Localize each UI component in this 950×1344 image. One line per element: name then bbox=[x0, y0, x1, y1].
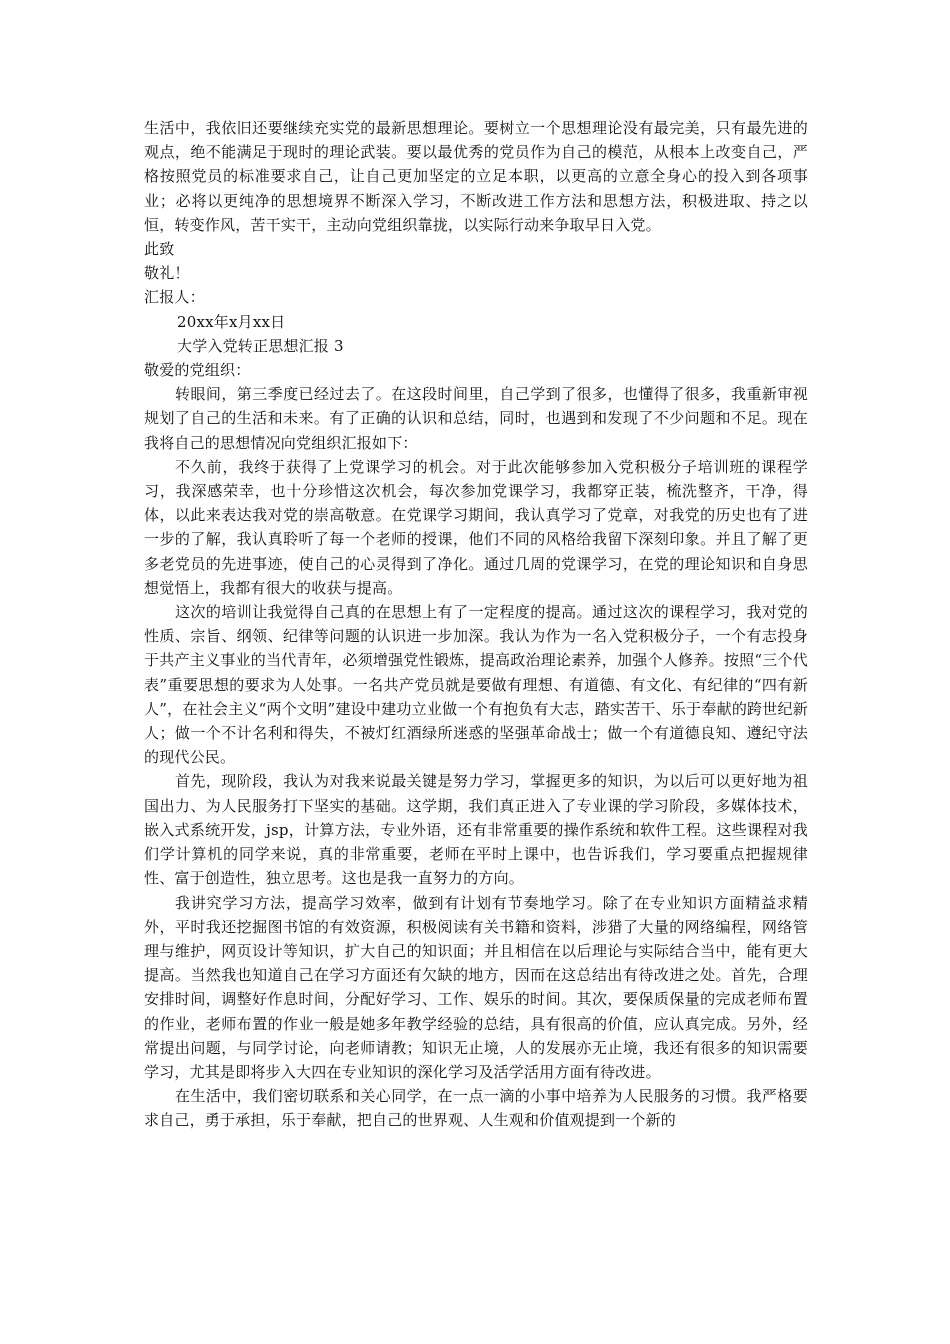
body-paragraph: 我讲究学习方法，提高学习效率，做到有计划有节奏地学习。除了在专业知识方面精益求精外，平时我还挖掘图书馆的有效资源，积极阅读有关书籍和资料，涉猎了大量的网络编程，网络管理与维护，网页设计等知识，扩大自己的知识面；并且相信在以后理论与实际结合当中，能有更大提高。当然我也知道自己在学习方面还有欠缺的地方，因而在这总结出有待改进之处。首先，合理安排时间，调整好作息时间，分配好学习、工作、娱乐的时间。其次，要保质保量的完成老师布置的作业，老师布置的作业一般是她多年教学经验的总结，具有很高的价值，应认真完成。另外，经常提出问题，与同学讨论，向老师请教；知识无止境，人的发展亦无止境，我还有很多的知识需要学习，尤其是即将步入大四在专业知识的深化学习及活学活用方面有待改进。 bbox=[144, 893, 808, 1081]
report-date: 20xx年x月xx日 bbox=[177, 312, 286, 331]
body-paragraph: 生活中，我依旧还要继续充实党的最新思想理论。要树立一个思想理论没有最完美，只有最先进的观点，绝不能满足于现时的理论武装。要以最优秀的党员作为自己的模范，从根本上改变自己，严格按照党员的标准要求自己，让自己更加坚定的立足本职，以更高的立意全身心的投入到各项事业；必将以更纯净的思想境界不断深入学习，不断改进工作方法和思想方法，积极进取、持之以恒，转变作风，苦干实干，主动向党组织靠拢，以实际行动来争取早日入党。 bbox=[144, 119, 808, 234]
reporter-label: 汇报人： bbox=[144, 288, 205, 307]
closing-regards: 敬礼！ bbox=[144, 264, 190, 283]
body-paragraph: 这次的培训让我觉得自己真的在思想上有了一定程度的提高。通过这次的课程学习，我对党的性质、宗旨、纲领、纪律等问题的认识进一步加深。我认为作为一名入党积极分子，一个有志投身于共产主义事业的当代青年，必须增强党性锻炼，提高政治理论素养，加强个人修养。按照“三个代表”重要思想的要求为人处事。一名共产党员就是要做有理想、有道德、有文化、有纪律的“四有新人”，在社会主义“两个文明”建设中建功立业做一个有抱负有大志，踏实苦干、乐于奉献的跨世纪新人；做一个不计名利和得失，不被灯红酒绿所迷惑的坚强革命战士；做一个有道德良知、遵纪守法的现代公民。 bbox=[144, 603, 808, 767]
greeting: 敬爱的党组织： bbox=[144, 361, 251, 380]
document-page bbox=[144, 116, 808, 1133]
body-paragraph: 转眼间，第三季度已经过去了。在这段时间里，自己学到了很多，也懂得了很多，我重新审视规划了自己的生活和未来。有了正确的认识和总结，同时，也遇到和发现了不少问题和不足。现在我将自己的思想情况向党组织汇报如下： bbox=[144, 385, 808, 452]
body-paragraph: 首先，现阶段，我认为对我来说最关键是努力学习，掌握更多的知识，为以后可以更好地为祖国出力、为人民服务打下坚实的基础。这学期，我们真正进入了专业课的学习阶段，多媒体技术，嵌入式系统开发，jsp，计算方法，专业外语，还有非常重要的操作系统和软件工程。这些课程对我们学计算机的同学来说，真的非常重要，老师在平时上课中，也告诉我们，学习要重点把握规律性、富于创造性，独立思考。这也是我一直努力的方向。 bbox=[144, 772, 808, 888]
section-title: 大学入党转正思想汇报 3 bbox=[177, 336, 344, 355]
body-paragraph: 不久前，我终于获得了上党课学习的机会。对于此次能够参加入党积极分子培训班的课程学习，我深感荣幸，也十分珍惜这次机会，每次参加党课学习，我都穿正装，梳洗整齐，干净，得体，以此来表达我对党的崇高敬意。在党课学习期间，我认真学习了党章，对我党的历史也有了进一步的了解，我认真聆听了每一个老师的授课，他们不同的风格给我留下深刻印象。并且了解了更多老党员的先进事迹，使自己的心灵得到了净化。通过几周的党课学习，在党的理论知识和自身思想觉悟上，我都有很大的收获与提高。 bbox=[144, 457, 808, 597]
body-paragraph: 在生活中，我们密切联系和关心同学，在一点一滴的小事中培养为人民服务的习惯。我严格要求自己，勇于承担，乐于奉献，把自己的世界观、人生观和价值观提到一个新的 bbox=[144, 1087, 808, 1130]
closing-salutation: 此致 bbox=[144, 240, 175, 259]
